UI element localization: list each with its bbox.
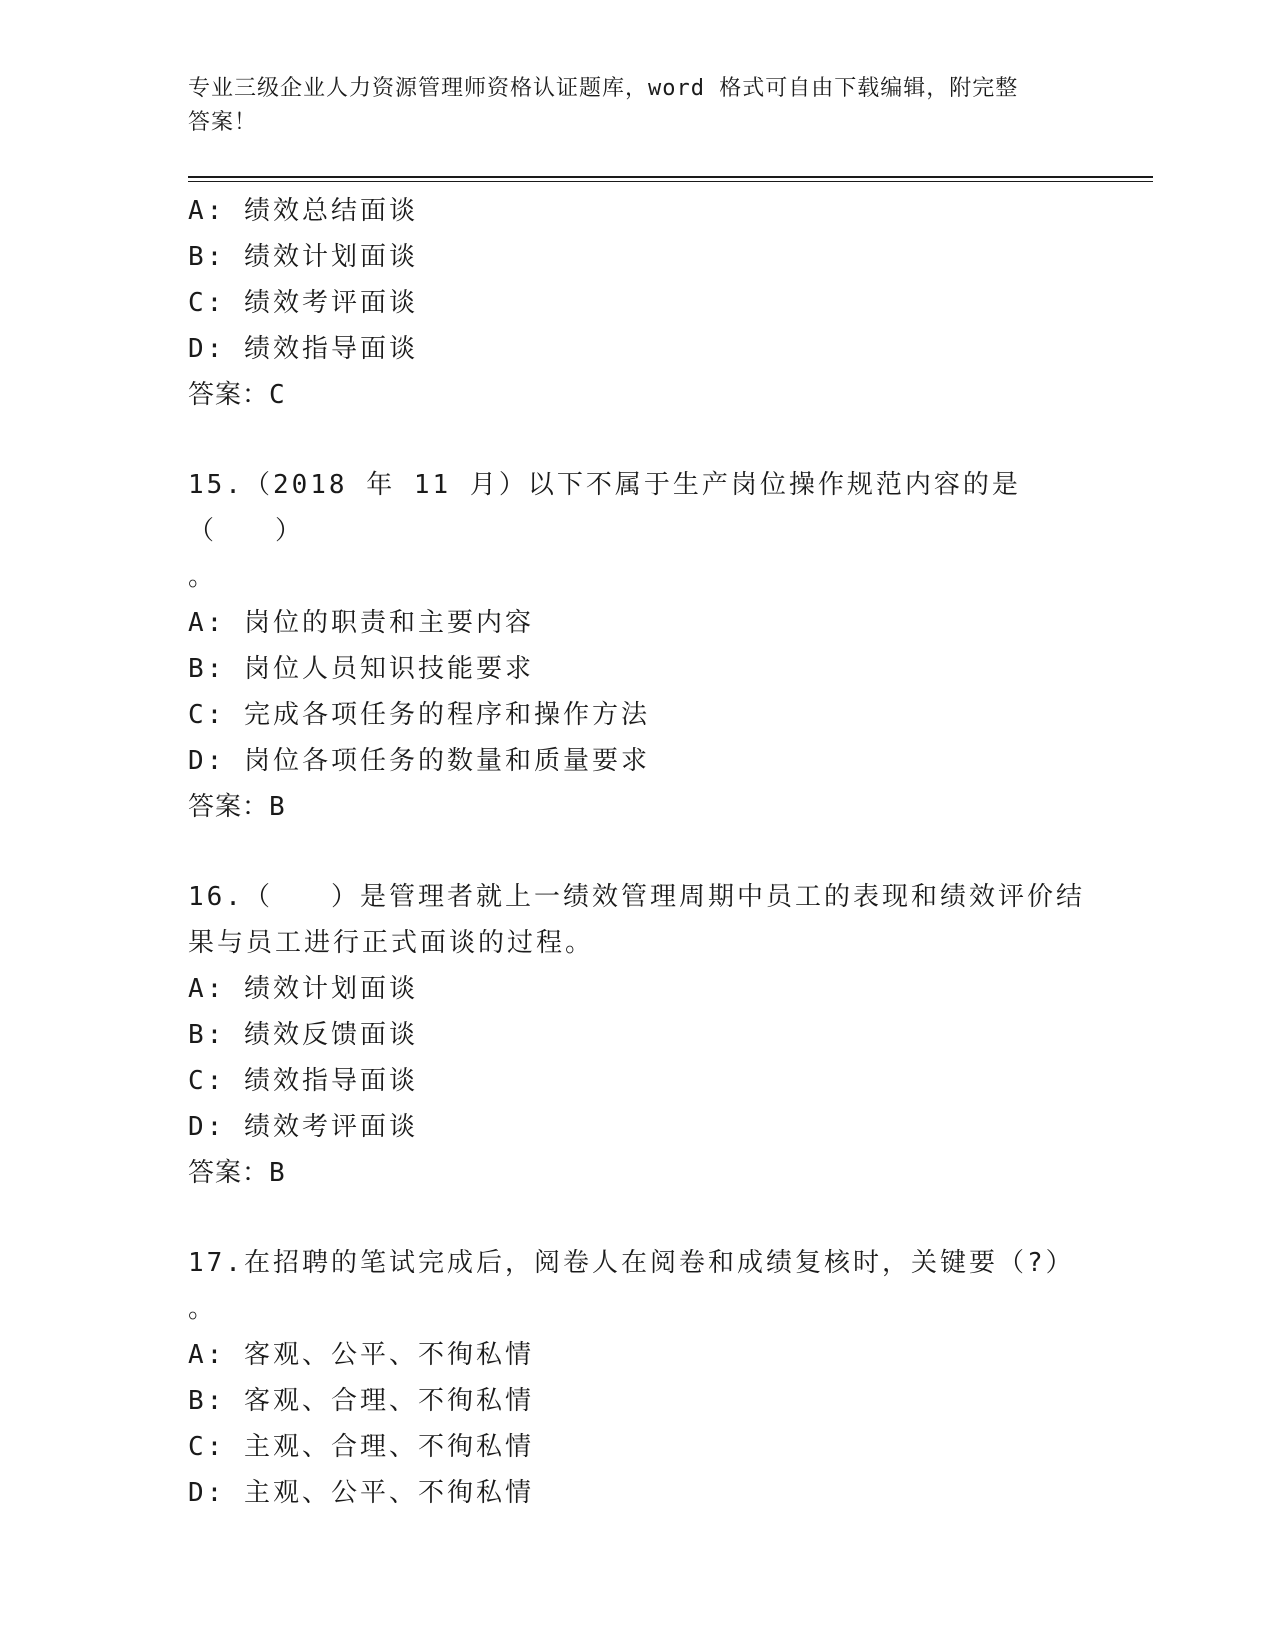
option-a: A: 客观、公平、不徇私情 — [188, 1340, 534, 1370]
page-header — [188, 72, 1088, 140]
question-stem-line-2: 。 — [188, 562, 218, 592]
question-15 — [188, 462, 1088, 830]
option-c: C: 绩效考评面谈 — [188, 288, 418, 318]
option-d: D: 绩效考评面谈 — [188, 1112, 418, 1142]
spacer — [188, 418, 1088, 462]
header-divider — [188, 176, 1153, 182]
option-a: A: 绩效总结面谈 — [188, 196, 418, 226]
answer-line: 答案：C — [188, 380, 286, 410]
option-c: C: 绩效指导面谈 — [188, 1066, 418, 1096]
spacer — [188, 830, 1088, 874]
question-stem-line-2: 果与员工进行正式面谈的过程。 — [188, 928, 595, 958]
question-stem-line-1: 15.（2018 年 11 月）以下不属于生产岗位操作规范内容的是（ ） — [188, 470, 1021, 546]
option-b: B: 绩效反馈面谈 — [188, 1020, 418, 1050]
question-16 — [188, 874, 1088, 1196]
option-b: B: 客观、合理、不徇私情 — [188, 1386, 534, 1416]
option-b: B: 岗位人员知识技能要求 — [188, 654, 534, 684]
option-d: D: 岗位各项任务的数量和质量要求 — [188, 746, 650, 776]
question-stem-line-2: 。 — [188, 1294, 218, 1324]
header-line-1: 专业三级企业人力资源管理师资格认证题库，word 格式可自由下载编辑，附完整 — [188, 76, 1019, 101]
option-d: D: 主观、公平、不徇私情 — [188, 1478, 534, 1508]
question-list — [188, 188, 1088, 1516]
option-b: B: 绩效计划面谈 — [188, 242, 418, 272]
answer-line: 答案：B — [188, 1158, 286, 1188]
answer-line: 答案：B — [188, 792, 286, 822]
question-17 — [188, 1240, 1088, 1516]
option-c: C: 完成各项任务的程序和操作方法 — [188, 700, 650, 730]
question-stem-line-1: 17.在招聘的笔试完成后，阅卷人在阅卷和成绩复核时，关键要（?） — [188, 1248, 1075, 1278]
question-stem-line-1: 16.（ ）是管理者就上一绩效管理周期中员工的表现和绩效评价结 — [188, 882, 1085, 912]
option-a: A: 绩效计划面谈 — [188, 974, 418, 1004]
option-c: C: 主观、合理、不徇私情 — [188, 1432, 534, 1462]
header-line-2: 答案！ — [188, 110, 258, 135]
question-14-tail — [188, 188, 1088, 418]
spacer — [188, 1196, 1088, 1240]
option-d: D: 绩效指导面谈 — [188, 334, 418, 364]
option-a: A: 岗位的职责和主要内容 — [188, 608, 534, 638]
